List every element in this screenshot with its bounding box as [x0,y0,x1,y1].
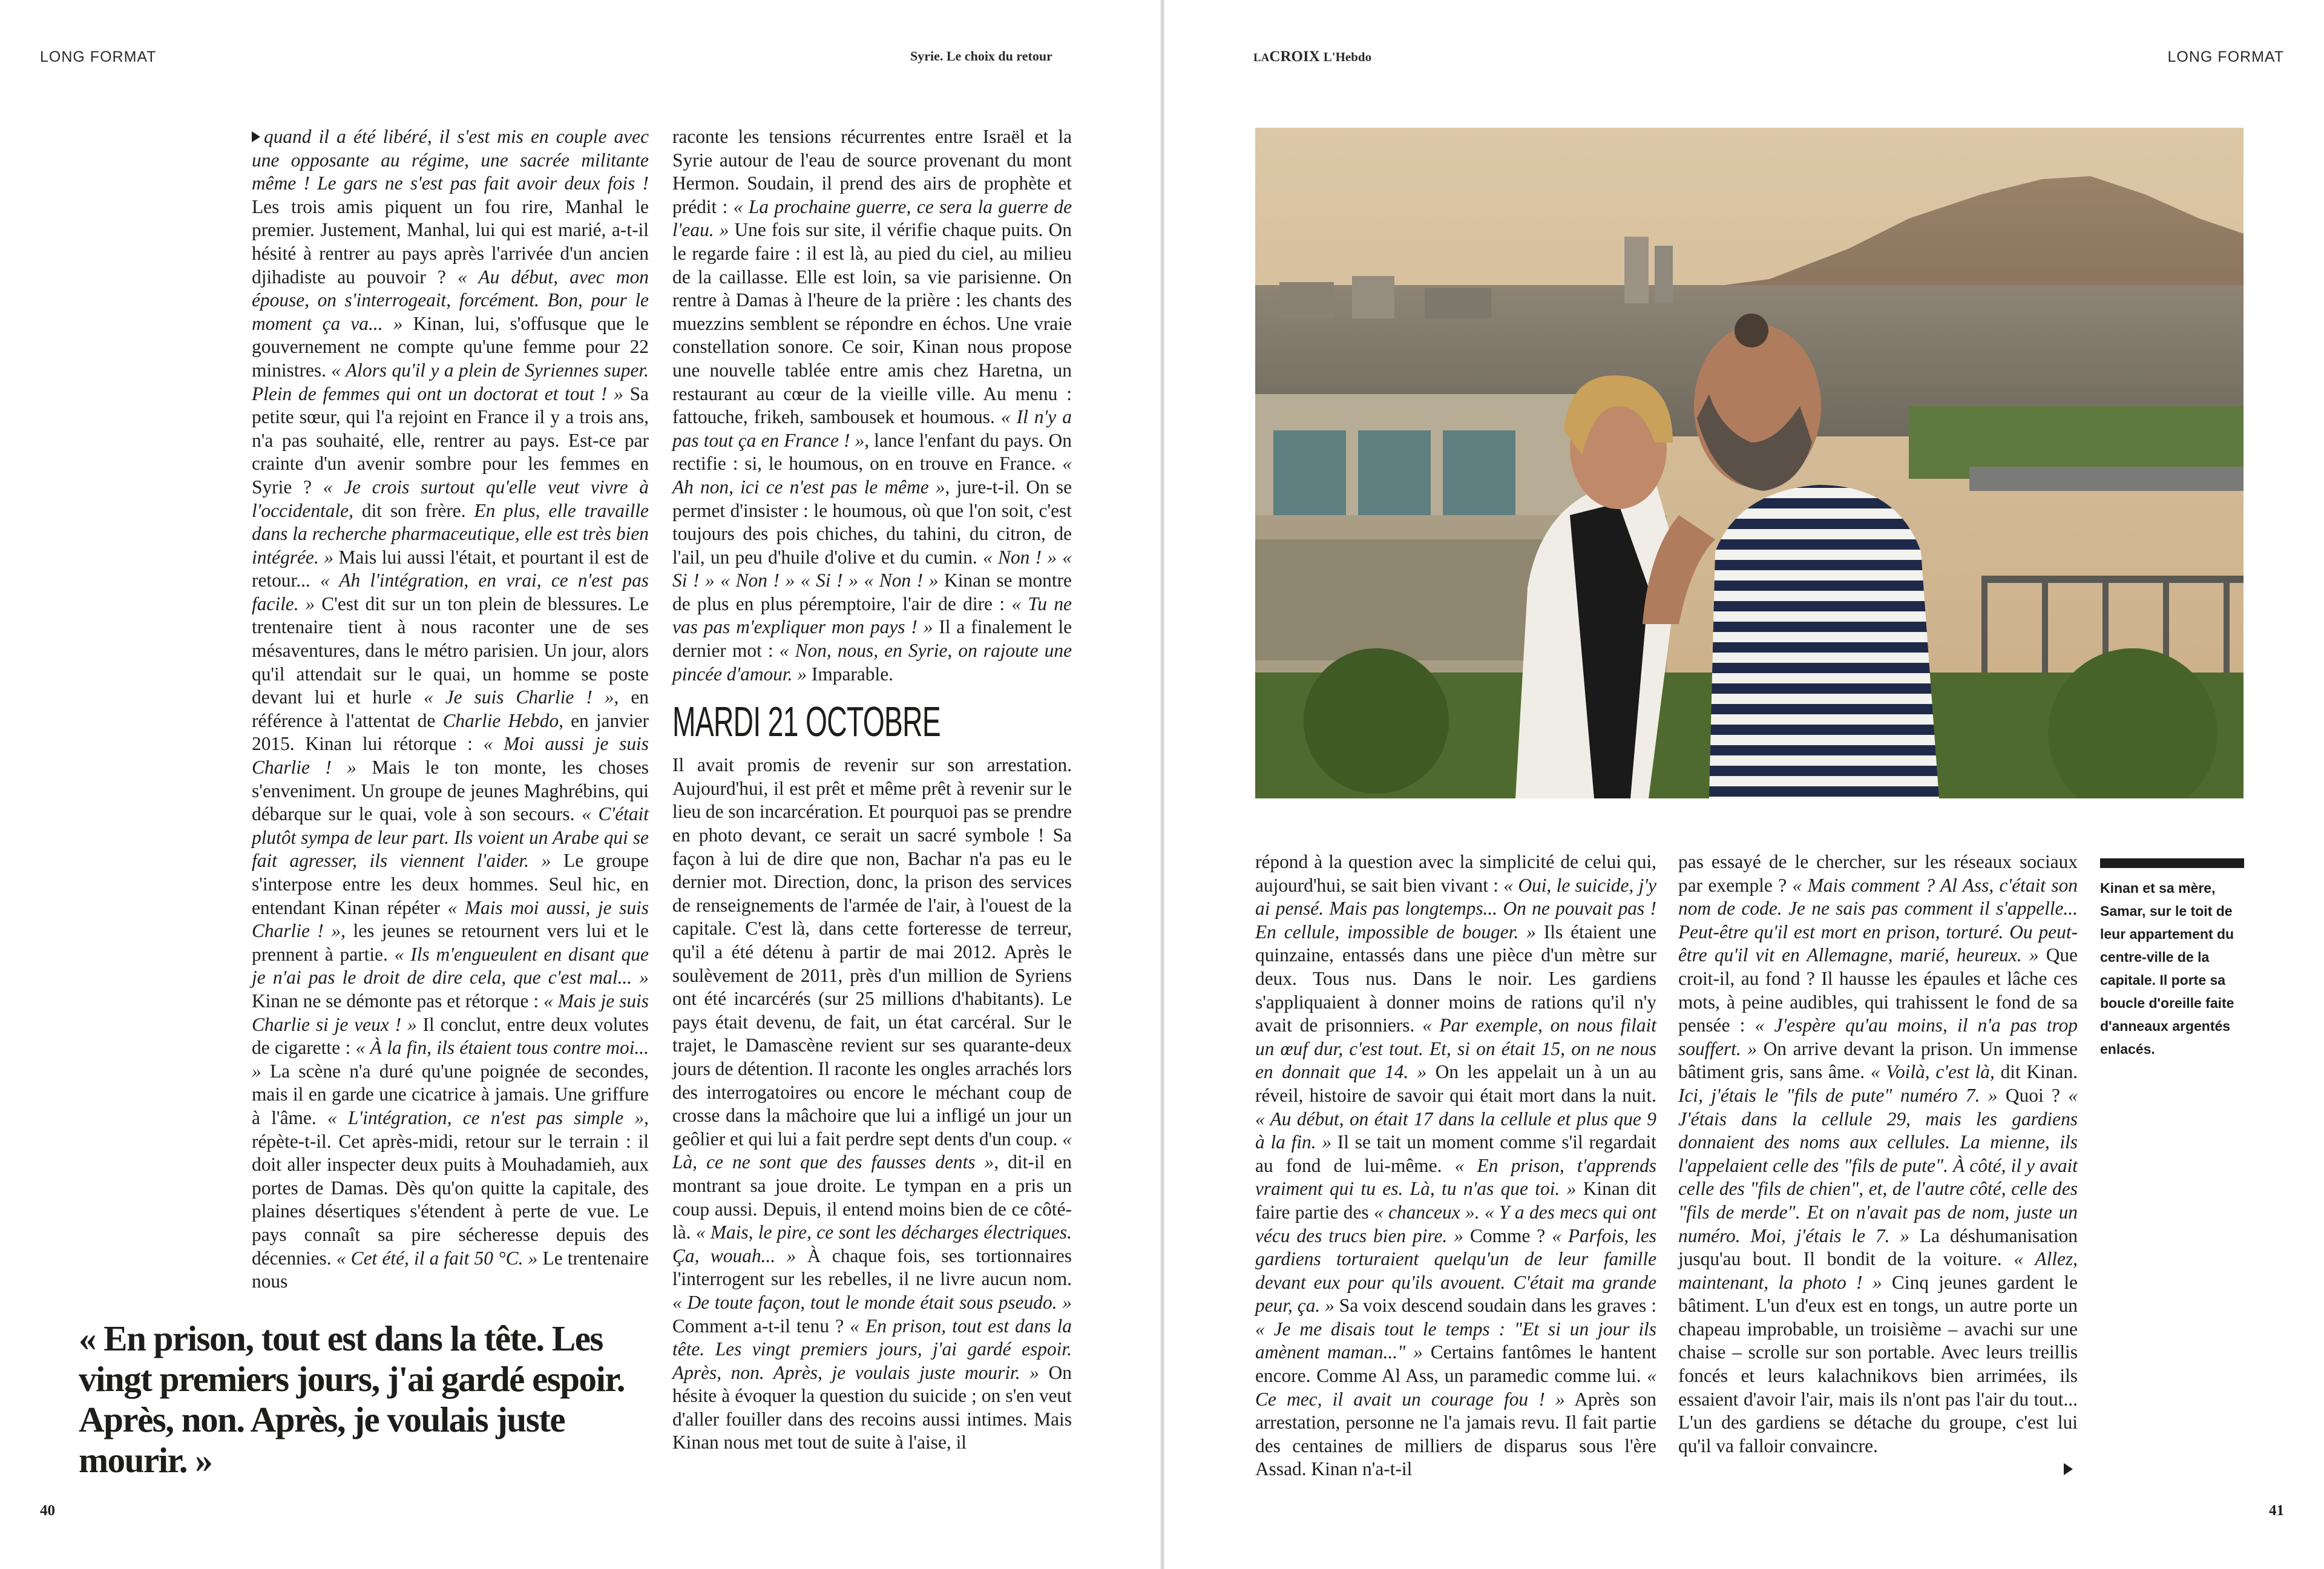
col3-text-run: « En prison, t'apprends vraiment qui tu es. Là, tu n'as que toi. » [1255,1154,1656,1200]
col2_top-text-run: « Il n'y a pas tout ça en France ! » [672,406,1072,451]
column-1-runs [252,126,649,1292]
column-2-text-top [672,125,1072,686]
continuation-arrow-icon [252,131,260,142]
col4-text-run: « J'espère qu'au moins, il n'a pas trop souffert. » [1678,1015,2078,1059]
col1-text-run: « Mais moi aussi, je suis Charlie ! » [252,896,649,942]
col1-text-run: « Ils m'engueulent en disant que je n'ai pas le droit de dire cela, que c'est mal... » [252,943,649,988]
col2_bottom-text-run: « De toute façon, tout le monde était sous pseudo. » [672,1291,1072,1313]
article-running-title: Syrie. Le choix du retour [910,48,1052,64]
col2_top-text-run: Kinan se montre de plus en plus péremptoire, l'air de dire : [672,570,1072,614]
col2_top-text-run: Il a finalement le dernier mot : [672,616,1072,662]
col1-text-run: Charlie Hebdo [442,709,559,731]
photo-rooftop-damascus [1255,128,2244,798]
col1-text-run: , les jeunes se retournent vers lui et le prennent à partie. [252,920,649,965]
col3-text-run: Ils étaient une quinzaine, entassés dans une pièce d'un mètre sur deux. Tous nus. Dans le noir. Les gardiens s'appliquaient à donner moins de rations qu'il n'y avait de prisonniers. [1255,921,1656,1036]
col1-text-run: « Je suis Charlie ! » [424,686,614,708]
article-column-1 [252,125,649,1294]
photo-caption: Kinan et sa mère, Samar, sur le toit de leur appartement du centre-ville de la capitale. Il porte sa boucle d'oreille faite d'anneaux argentés enlacés. [2100,880,2234,1057]
col1-text-run: Les trois amis piquent un fou rire, Manhal le premier. Justement, Manhal, lui qui est marié, a-t-il hésité à rentrer au pays après l'arrivée d'un ancien djihadiste au pouvoir ? [252,196,649,288]
col3-text-run: répond à la question avec la simplicité de celui qui, aujourd'hui, se sait bien vivant : [1255,851,1656,896]
col4-text-run: Ici, j'étais le "fils de pute" numéro 7. » [1678,1084,1998,1106]
col3-text-run: Après son arrestation, personne ne l'a jamais revu. Il fait partie des centaines de milliers de disparus sous l'ère Assad. Kinan n'a-t-il [1255,1388,1656,1480]
col4-text-run: « Allez, maintenant, la photo ! » [1678,1248,2078,1293]
col4-text-run: On arrive devant la prison. Un immense bâtiment gris, sans âme. [1678,1038,2078,1083]
article-column-3 [1255,850,1656,1481]
col1-text-run: Kinan ne se démonte pas et rétorque : [252,990,544,1011]
col4-text-run: « Voilà, c'est là, [1870,1061,1995,1083]
article-photo [1255,128,2244,798]
col3-text-run: « Oui, le suicide, j'y ai pensé. Mais pas longtemps... On ne pouvait pas ! En cellule, impossible de bouger. » [1255,874,1656,942]
col4-text-run: pas essayé de le chercher, sur les réseaux sociaux par exemple ? [1678,851,2078,896]
col4-text-run: « J'étais dans la cellule 29, mais les gardiens donnaient des noms aux cellules. La mienne, ils l'appelaient celle des "fils de pute". À côté, il y avait celle des "fils de chien", et, de l'autre côté, celle des "fils de merde". Et on n'avait pas de nom, juste un numéro. Moi, j'étais le 7. » [1678,1084,2078,1246]
col3-text-run: On les appelait un à un au réveil, histoire de savoir qui était mort dans la nuit. [1255,1061,1656,1106]
col3-text-run: « Par exemple, on nous filait un œuf dur, c'est tout. Et, si on était 15, on ne nous en donnait que 14. » [1255,1015,1656,1083]
col1-text-run: Mais lui aussi l'était, et pourtant il est de retour... [252,546,649,591]
col2_top-text-run: Une fois sur site, il vérifie chaque puits. On le regarde faire : il est là, au pied du ciel, au milieu de la caillasse. Elle est loin, sa vie parisienne. On rentre à Damas à l'heure de la prière : les chants des muezzins semblent se répondre en échos. Une vraie constellation sonore. Ce soir, Kinan nous propose une nouvelle tablée entre amis chez Haretna, un restaurant au cœur de la vieille ville. Au menu : fattouche, frikeh, sambousek et houmous. [672,219,1072,428]
col1-text-run: « Mais je suis Charlie si je veux ! » [252,990,649,1035]
col1-text-run: « Je crois surtout qu'elle veut vivre à l'occidentale, [252,476,649,521]
col3-text-run: Sa voix descend soudain dans les graves : [1334,1295,1656,1317]
page-gutter [1160,0,1165,1569]
col2_bottom-text-run: « En prison, tout est dans la tête. Les vingt premiers jours, j'ai gardé espoir. Après, non. Après, je voulais juste mourir. » [672,1315,1072,1383]
col4-text-run: La déshumanisation jusqu'au bout. Il bondit de la voiture. [1678,1225,2078,1270]
col4-text-run: dit Kinan. [1994,1061,2078,1083]
col1-text-run: Le groupe s'interpose entre les deux hommes. Seul hic, en entendant Kinan répéter [252,850,649,918]
col1-text-run: « Au début, avec mon épouse, on s'interrogeait, forcément. Bon, pour le moment ça va... » [252,266,649,334]
article-column-2 [672,125,1072,1455]
col3-text-run: « Parfois, les gardiens torturaient quelqu'un de leur famille devant eux pour qu'ils avouent. C'était ma grande peur, ça. » [1255,1225,1656,1317]
pull-quote: « En prison, tout est dans la tête. Les vingt premiers jours, j'ai gardé espoir. Après, non. Après, je voulais juste mourir. » [79,1318,625,1480]
logo-hebdo: L'Hebdo [1323,50,1372,64]
col2_top-text-run: « Tu ne vas pas m'expliquer mon pays ! » [672,593,1072,638]
section-heading-date: MARDI 21 OCTOBRE [672,698,940,746]
col3-text-run: « Au début, on était 17 dans la cellule et plus que 9 à la fin. » [1255,1108,1656,1153]
col1-text-run: Kinan, lui, s'offusque que le gouvernement ne compte qu'une femme pour 22 ministres. [252,312,649,381]
column-4-text [1678,850,2078,1458]
col1-text-run: dit son frère. [353,499,474,521]
col1-text-run: « Ah l'intégration, en vrai, ce n'est pas facile. » [252,570,649,614]
col2_top-text-run: raconte les tensions récurrentes entre Israël et la Syrie autour de l'eau de source provenant du mont Hermon. Soudain, il prend des airs de prophète et prédit : [672,126,1072,217]
column-2-text-bottom [672,754,1072,1455]
col4-text-run: Quoi ? [1997,1084,2069,1106]
col1-text-run: , répète-t-il. Cet après-midi, retour sur le terrain : il doit aller inspecter deux puits à Mouhadamieh, aux portes de Damas. Dès qu'on quitte la capitale, des plaines désertiques s'étendent à perte de vue. Le pays connaît sa pire sécheresse depuis des décennies. [252,1107,649,1269]
article-column-4 [1678,850,2078,1458]
col1-text-run: « Moi aussi je suis Charlie ! » [252,733,649,778]
col3-text-run: « chanceux ». « Y a des mecs qui ont vécu des trucs bien pire. » [1255,1201,1657,1246]
column-1-text [252,125,649,1294]
col1-text-run: « Alors qu'il y a plein de Syriennes super. Plein de femmes qui ont un doctorat et tout ! » [252,359,649,404]
col4-text-run: Cinq jeunes gardent le bâtiment. L'un d'eux est en tongs, un autre porte un chapeau improbable, un troisième – avachi sur une chaise – scrolle sur son portable. Avec leurs treillis foncés et leurs kalachnikovs bien arrimées, ils essaient d'avoir l'air, mais ils n'ont pas l'air du tout... L'un des gardiens se détache du groupe, c'est lui qu'il va falloir convaincre. [1678,1271,2078,1456]
col1-text-run: « L'intégration, ce n'est pas simple » [327,1107,645,1128]
logo-croix: CROIX [1269,48,1320,65]
col4-text-run: Que croit-il, au fond ? Il hausse les épaules et lâche ces mots, à peine audibles, qui trahissent le fond de sa pensée : [1678,944,2078,1036]
col2_bottom-text-run: « Mais, le pire, ce sont les décharges électriques. Ça, wouah... » [672,1222,1072,1266]
col1-text-run: Le trentenaire nous [252,1247,649,1292]
col2_bottom-text-run: Comment a-t-il tenu ? [672,1315,850,1337]
col2_top-text-run: « La prochaine guerre, ce sera la guerre de l'eau. » [672,196,1072,241]
section-label-right: LONG FORMAT [2167,48,2284,65]
publication-logo [1253,48,1371,65]
col2_top-text-run: , lance l'enfant du pays. On rectifie : si, le houmous, on en trouve en France. [672,429,1072,475]
col3-text-run: « Ce mec, il avait un courage fou ! » [1255,1365,1656,1410]
column-3-text [1255,850,1656,1481]
col2_bottom-text-run: « Là, ce ne sont que des fausses dents » [672,1128,1072,1173]
logo-la: LA [1253,51,1270,64]
page-number-right: 41 [2269,1502,2284,1519]
col1-text-run: En plus, elle travaille dans la recherche pharmaceutique, elle est très bien intégrée. » [252,499,649,568]
col2_bottom-text-run: On hésite à évoquer la question du suicide ; on s'en veut d'aller fouiller dans des recoins aussi intimes. Mais Kinan nous met tout de suite à l'aise, il [672,1361,1072,1453]
col1-text-run: « C'était plutôt sympa de leur part. Ils voient un Arabe qui se fait agresser, ils viennent l'aider. » [252,803,649,872]
col1-text-run: , en référence à l'attentat de [252,686,649,731]
col2_top-text-run: Imparable. [807,663,893,685]
col3-text-run: « Je me disais tout le temps : "Et si un jour ils amènent maman..." » [1255,1318,1656,1363]
col2_top-text-run: « Non ! » « Si ! » « Non ! » « Si ! » « Non ! » [672,546,1072,591]
col2_top-text-run: « Ah non, ici ce n'est pas le même » [672,453,1072,498]
col1-text-run: Sa petite sœur, qui l'a rejoint en France il y a trois ans, n'a pas souhaité, elle, rentrer au pays. Est-ce par crainte d'un avenir sombre pour les femmes en Syrie ? [252,383,649,498]
col1-text-run: Mais le ton monte, les choses s'enveniment. Un groupe de jeunes Maghrébins, qui débarque sur le quai, vole à son secours. [252,757,649,825]
col3-text-run: Kinan dit faire partie des [1255,1178,1656,1223]
caption-rule [2100,858,2244,868]
col1-text-run: quand il a été libéré, il s'est mis en couple avec une opposante au régime, une sacrée militante même ! Le gars ne s'est pas fait avoir deux fois ! [252,126,649,194]
end-of-article-arrow-icon [2064,1463,2073,1475]
col2_top-text-run: « Non, nous, en Syrie, on rajoute une pincée d'amour. » [672,640,1072,685]
col4-text-run: « Mais comment ? Al Ass, c'était son nom de code. Je ne sais pas comment il s'appelle... Peut-être qu'il est mort en prison, torturé. Ou peut-être qu'il vit en Allemagne, marié, heureux. » [1678,874,2078,966]
section-label-left: LONG FORMAT [40,48,157,65]
col2_top-text-run: , jure-t-il. On se permet d'insister : le houmous, où que l'on soit, c'est toujours des pois chiches, du tahini, du citron, de l'ail, un peu d'huile d'olive et du cumin. [672,476,1072,568]
col2_bottom-text-run: Il avait promis de revenir sur son arrestation. Aujourd'hui, il est prêt et même prêt à revenir sur le lieu de son incarcération. Et pourquoi pas se prendre en photo devant, ce serait un sacré symbole ! Sa façon à lui de dire que non, Bachar n'a pas eu le dernier mot. Direction, donc, la prison des services de renseignements de l'armée de l'air, à l'ouest de la capitale. C'est là, dans cette forteresse de terreur, qu'il a été détenu à partir de mai 2012. Après le soulèvement de 2011, près d'un million de Syriens ont été incarcérés (sur 25 millions d'habitants). Le pays était devenu, de fait, un état carcéral. Sur le trajet, le Damascène revient sur ses quarante-deux jours de détention. Il raconte les ongles arrachés lors des interrogatoires ou encore le méchant coup de crosse dans la mâchoire que lui a infligé un jour un geôlier et qui lui a fait perdre sept dents d'un coup. [672,754,1072,1150]
col3-text-run: Comme ? [1463,1225,1552,1246]
col3-text-run: Il se tait un moment comme s'il regardait au fond de lui-même. [1255,1131,1656,1176]
col1-text-run: « À la fin, ils étaient tous contre moi... » [252,1037,649,1082]
col1-text-run: C'est dit sur un ton plein de blessures. Le trentenaire tient à nous raconter une de ses mésaventures, dans le métro parisien. Un jour, alors qu'il attendait sur le quai, un homme se poste devant lui et hurle [252,593,649,708]
page-number-left: 40 [40,1502,55,1519]
col1-text-run: « Cet été, il a fait 50 °C. » [336,1247,538,1269]
col3-text-run: Certains fantômes le hantent encore. Comme Al Ass, un paramedic comme lui. [1255,1341,1656,1387]
col1-text-run: La scène n'a duré qu'une poignée de secondes, mais il en garde une cicatrice à jamais. Une griffure à l'âme. [252,1060,649,1128]
col1-text-run: , en janvier 2015. Kinan lui rétorque : [252,709,649,755]
col1-text-run: Il conclut, entre deux volutes de cigarette : [252,1013,649,1059]
col2_bottom-text-run: , dit-il en montrant sa joue droite. Le tympan en a pris un coup aussi. Depuis, il entend moins bien de ce côté-là. [672,1151,1072,1243]
col2_bottom-text-run: À chaque fois, ses tortionnaires l'interrogent sur les rebelles, il ne livre aucun nom. [672,1245,1072,1290]
